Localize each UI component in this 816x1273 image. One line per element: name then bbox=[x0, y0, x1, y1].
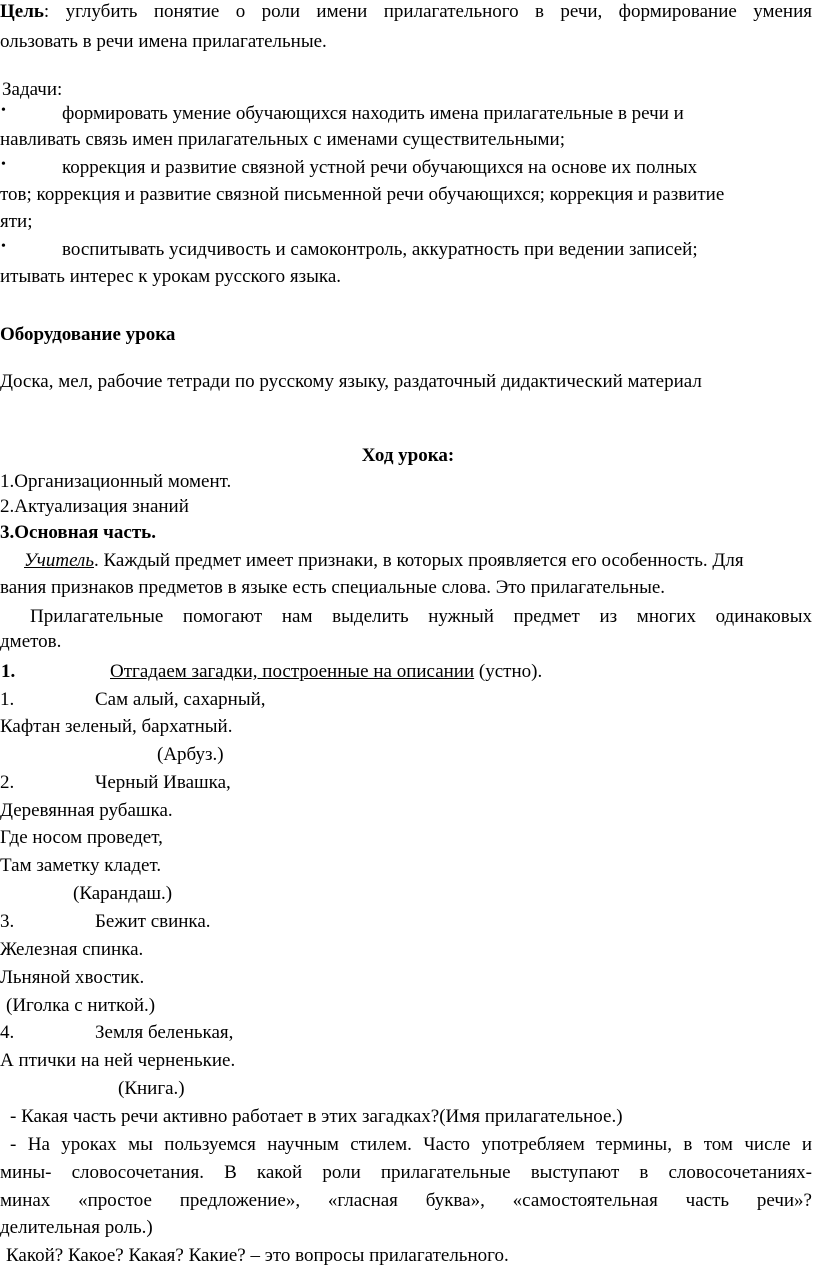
teacher-line-2: вания признаков предметов в языке есть специальные слова. Это прилагательные. bbox=[0, 577, 666, 598]
goal-label: Цель bbox=[0, 1, 44, 22]
adjective-questions: Какой? Какое? Какая? Какие? – это вопросы прилагательного. bbox=[6, 1245, 509, 1266]
riddle-3-number: 3. bbox=[0, 911, 15, 932]
riddle-3-answer: (Иголка с ниткой.) bbox=[6, 995, 156, 1016]
riddle-line: Черный Ивашка, bbox=[95, 772, 231, 793]
riddle-line: Льняной хвостик. bbox=[0, 967, 145, 988]
bullet-icon: • bbox=[1, 239, 6, 254]
riddle-line: Бежит свинка. bbox=[95, 911, 211, 932]
task-1-title: Отгадаем загадки, построенные на описании (устно). bbox=[110, 661, 543, 682]
lesson-step-2: 2.Актуализация знаний bbox=[0, 496, 189, 517]
task-item-1-line-2: навливать связь имен прилагательных с именами существительными; bbox=[0, 129, 565, 150]
task-item-1-line-1: формировать умение обучающихся находить имена прилагательные в речи и bbox=[62, 103, 684, 124]
task-item-3-line-1: воспитывать усидчивость и самоконтроль, аккуратность при ведении записей; bbox=[62, 239, 698, 260]
task-item-3-line-2: итывать интерес к урокам русского языка. bbox=[0, 266, 341, 287]
riddle-line: Кафтан зеленый, бархатный. bbox=[0, 716, 233, 737]
riddle-line: Деревянная рубашка. bbox=[0, 800, 173, 821]
equipment-text: Доска, мел, рабочие тетради по русскому языку, раздаточный дидактический материал bbox=[0, 371, 702, 392]
bullet-icon: • bbox=[1, 103, 6, 118]
goal-line-2: ользовать в речи имена прилагательные. bbox=[0, 31, 327, 52]
question-1: - Какая часть речи активно работает в этих загадках?(Имя прилагательное.) bbox=[10, 1106, 623, 1127]
riddle-2-number: 2. bbox=[0, 772, 15, 793]
adjectives-line-2: дметов. bbox=[0, 631, 62, 652]
riddle-2-answer: (Карандаш.) bbox=[73, 883, 173, 904]
lesson-step-3: 3.Основная часть. bbox=[0, 522, 156, 543]
teacher-label: Учитель bbox=[24, 550, 94, 571]
task-item-2-line-3: яти; bbox=[0, 211, 33, 232]
question-2-line-1: - На уроках мы пользуемся научным стилем. Часто употребляем термины, в том числе и bbox=[10, 1134, 812, 1155]
riddle-line: Где носом проведет, bbox=[0, 827, 163, 848]
question-2-line-3: минах «простое предложение», «гласная буква», «самостоятельная часть речи»? bbox=[0, 1190, 812, 1211]
riddle-line: Там заметку кладет. bbox=[0, 855, 162, 876]
riddle-line: Железная спинка. bbox=[0, 939, 144, 960]
riddle-line: А птички на ней черненькие. bbox=[0, 1050, 236, 1071]
lesson-heading: Ход урока: bbox=[361, 445, 455, 466]
lesson-step-1: 1.Организационный момент. bbox=[0, 471, 232, 492]
riddle-4-answer: (Книга.) bbox=[118, 1078, 185, 1099]
question-2-line-4: делительная роль.) bbox=[0, 1217, 153, 1238]
task-item-2-line-1: коррекция и развитие связной устной речи обучающихся на основе их полных bbox=[62, 157, 698, 178]
riddle-line: Земля беленькая, bbox=[95, 1022, 234, 1043]
teacher-line-1: Учитель. Каждый предмет имеет признаки, в которых проявляется его особенность. Для bbox=[24, 550, 744, 571]
tasks-heading: Задачи: bbox=[2, 79, 63, 100]
riddle-1-answer: (Арбуз.) bbox=[157, 744, 224, 765]
bullet-icon: • bbox=[1, 157, 6, 172]
adjectives-line-1: Прилагательные помогают нам выделить нужный предмет из многих одинаковых bbox=[30, 606, 812, 627]
riddle-1-number: 1. bbox=[0, 689, 15, 710]
goal-line-1: Цель: углубить понятие о роли имени прилагательного в речи, формирование умения bbox=[0, 1, 812, 22]
riddle-line: Сам алый, сахарный, bbox=[95, 689, 266, 710]
equipment-heading: Оборудование урока bbox=[0, 324, 176, 345]
task-item-2-line-2: тов; коррекция и развитие связной письменной речи обучающихся; коррекция и развитие bbox=[0, 184, 725, 205]
riddle-4-number: 4. bbox=[0, 1022, 15, 1043]
question-2-line-2: мины- словосочетания. В какой роли прилагательные выступают в словосочетаниях- bbox=[0, 1162, 812, 1183]
task-1-number: 1. bbox=[1, 661, 16, 682]
